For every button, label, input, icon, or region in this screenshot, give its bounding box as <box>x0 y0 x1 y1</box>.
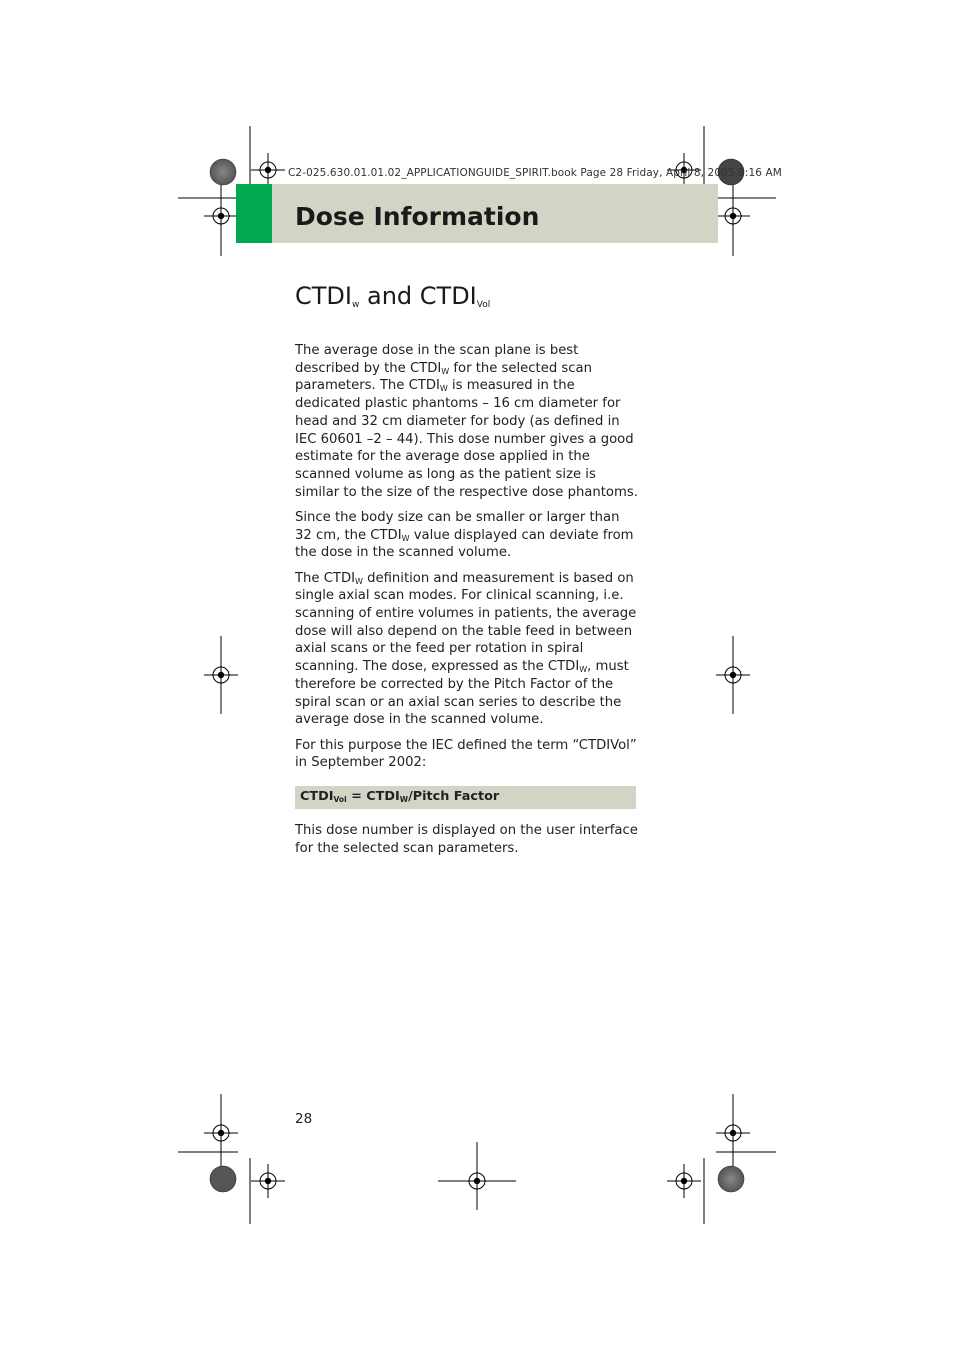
print-slug: C2-025.630.01.01.02_APPLICATIONGUIDE_SPIRIT.book Page 28 Friday, April 8, 2005 9:16 AM <box>288 167 782 179</box>
subscript: W <box>439 384 448 394</box>
text: is measured in the dedicated plastic phantoms – 16 cm diameter for head and 32 cm diameter for body (as defined in IEC 60601 –2 – 44). This dose number gives a good estimate for the average dose applied in the scanned volume as long as the patient size is similar to the size of the respective dose phantoms. <box>295 378 638 500</box>
text: CTDI <box>300 788 334 804</box>
page-number: 28 <box>295 1111 313 1127</box>
section-title-text-mid: and CTDI <box>359 282 477 310</box>
paragraph-5 <box>295 822 640 857</box>
body-text <box>295 342 640 865</box>
subscript: Vol <box>333 794 347 804</box>
paragraph-4 <box>295 737 640 772</box>
text: , must therefore be corrected by the Pitch Factor of the spiral scan or an axial scan series to describe the average dose in the scanned volume. <box>295 659 629 728</box>
subscript: W <box>579 665 588 675</box>
section-title-subscript-vol: Vol <box>476 300 491 310</box>
text: The CTDI <box>295 570 356 586</box>
text: value displayed can deviate from the dose in the scanned volume. <box>295 527 634 561</box>
text: Since the body size can be smaller or larger than 32 cm, the CTDI <box>295 509 620 543</box>
text: = CTDI <box>346 788 400 804</box>
paragraph-1 <box>295 342 640 501</box>
text: /Pitch Factor <box>408 788 500 804</box>
paragraph-2 <box>295 509 640 562</box>
subscript: W <box>401 533 410 543</box>
formula-box <box>295 786 636 809</box>
section-title <box>295 282 490 310</box>
paragraph-3 <box>295 570 640 729</box>
section-title-subscript-w: w <box>351 300 360 310</box>
text: for the selected scan parameters. The CTDI <box>295 360 592 394</box>
text: definition and measurement is based on single axial scan modes. For clinical scanning, i.e. scanning of entire volumes in patients, the average dose will also depend on the table feed in between axial scans or the feed per rotation in spiral scanning. The dose, expressed as the CTDI <box>295 570 637 675</box>
text: For this purpose the IEC defined the term “CTDIVol” in September 2002: <box>295 737 637 771</box>
text: This dose number is displayed on the user interface for the selected scan parameters. <box>295 822 638 856</box>
page-title: Dose Information <box>295 202 540 231</box>
text: The average dose in the scan plane is best described by the CTDI <box>295 343 579 376</box>
section-title-text: CTDI <box>295 282 352 310</box>
header-accent-bar <box>236 184 272 243</box>
subscript: W <box>355 576 363 586</box>
subscript: W <box>399 794 409 804</box>
subscript: W <box>441 366 450 376</box>
